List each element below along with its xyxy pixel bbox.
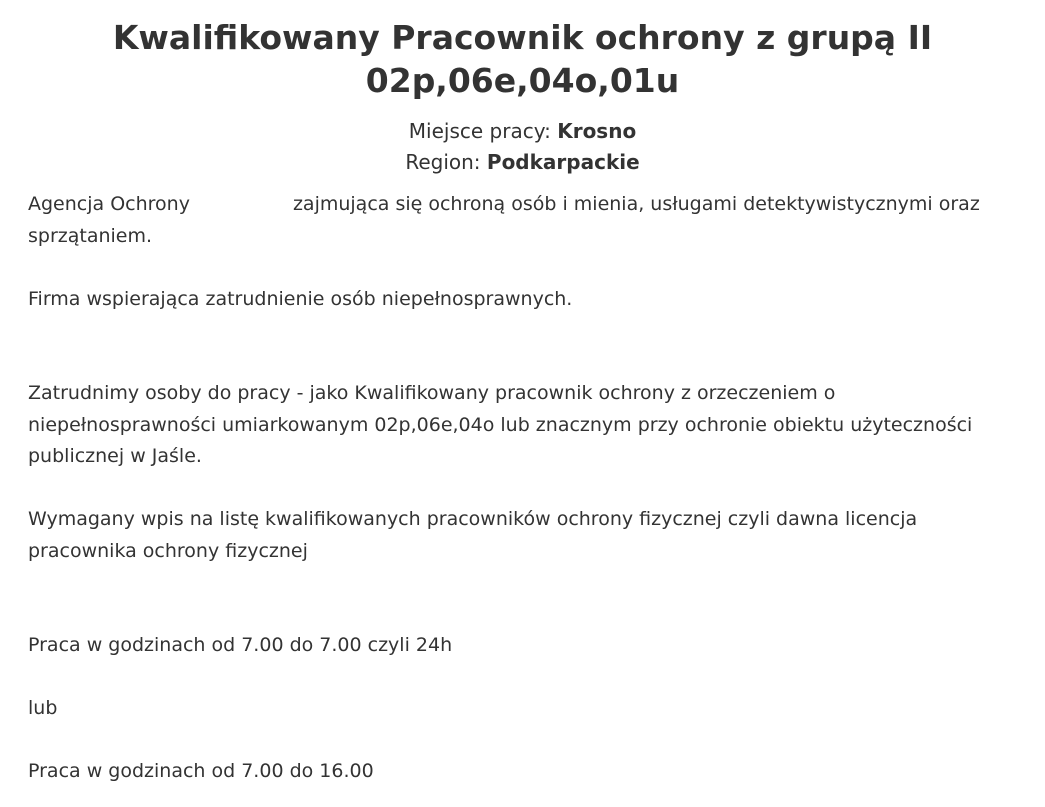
paragraph-hours-24h: Praca w godzinach od 7.00 do 7.00 czyli 24h (28, 634, 453, 656)
job-meta (0, 116, 1045, 178)
workplace-label: Miejsce pracy: (408, 119, 551, 143)
region (0, 147, 1045, 178)
company-prefix: Agencja Ochrony (28, 193, 190, 215)
paragraph-requirements: Wymagany wpis na listę kwalifikowanych pracowników ochrony fizycznej czyli dawna licencja pracownika ochrony fizycznej (28, 508, 918, 562)
paragraph-offer: Zatrudnimy osoby do pracy - jako Kwalifikowany pracownik ochrony z orzeczeniem o niepełnosprawności umiarkowanym 02p,06e,04o lub znacznym przy ochronie obiektu użyteczności publicznej w Jaśle. (28, 382, 973, 467)
workplace (0, 116, 1045, 147)
workplace-value: Krosno (557, 119, 637, 143)
job-title (0, 0, 1045, 102)
paragraph-or: lub (28, 697, 58, 719)
title-line-1: Kwalifikowany Pracownik ochrony z grupą II (112, 18, 933, 57)
region-label: Region: (405, 150, 481, 174)
paragraph-company (28, 189, 1017, 252)
paragraph-hours-day: Praca w godzinach od 7.00 do 16.00 (28, 760, 374, 782)
paragraph-support: Firma wspierająca zatrudnienie osób niepełnosprawnych. (28, 287, 573, 310)
company-description: zajmująca się ochroną osób i mienia, usługami detektywistycznymi oraz sprzątaniem. (28, 193, 980, 247)
title-line-2: 02p,06e,04o,01u (365, 61, 680, 100)
region-value: Podkarpackie (486, 150, 640, 174)
job-description (0, 189, 1045, 788)
